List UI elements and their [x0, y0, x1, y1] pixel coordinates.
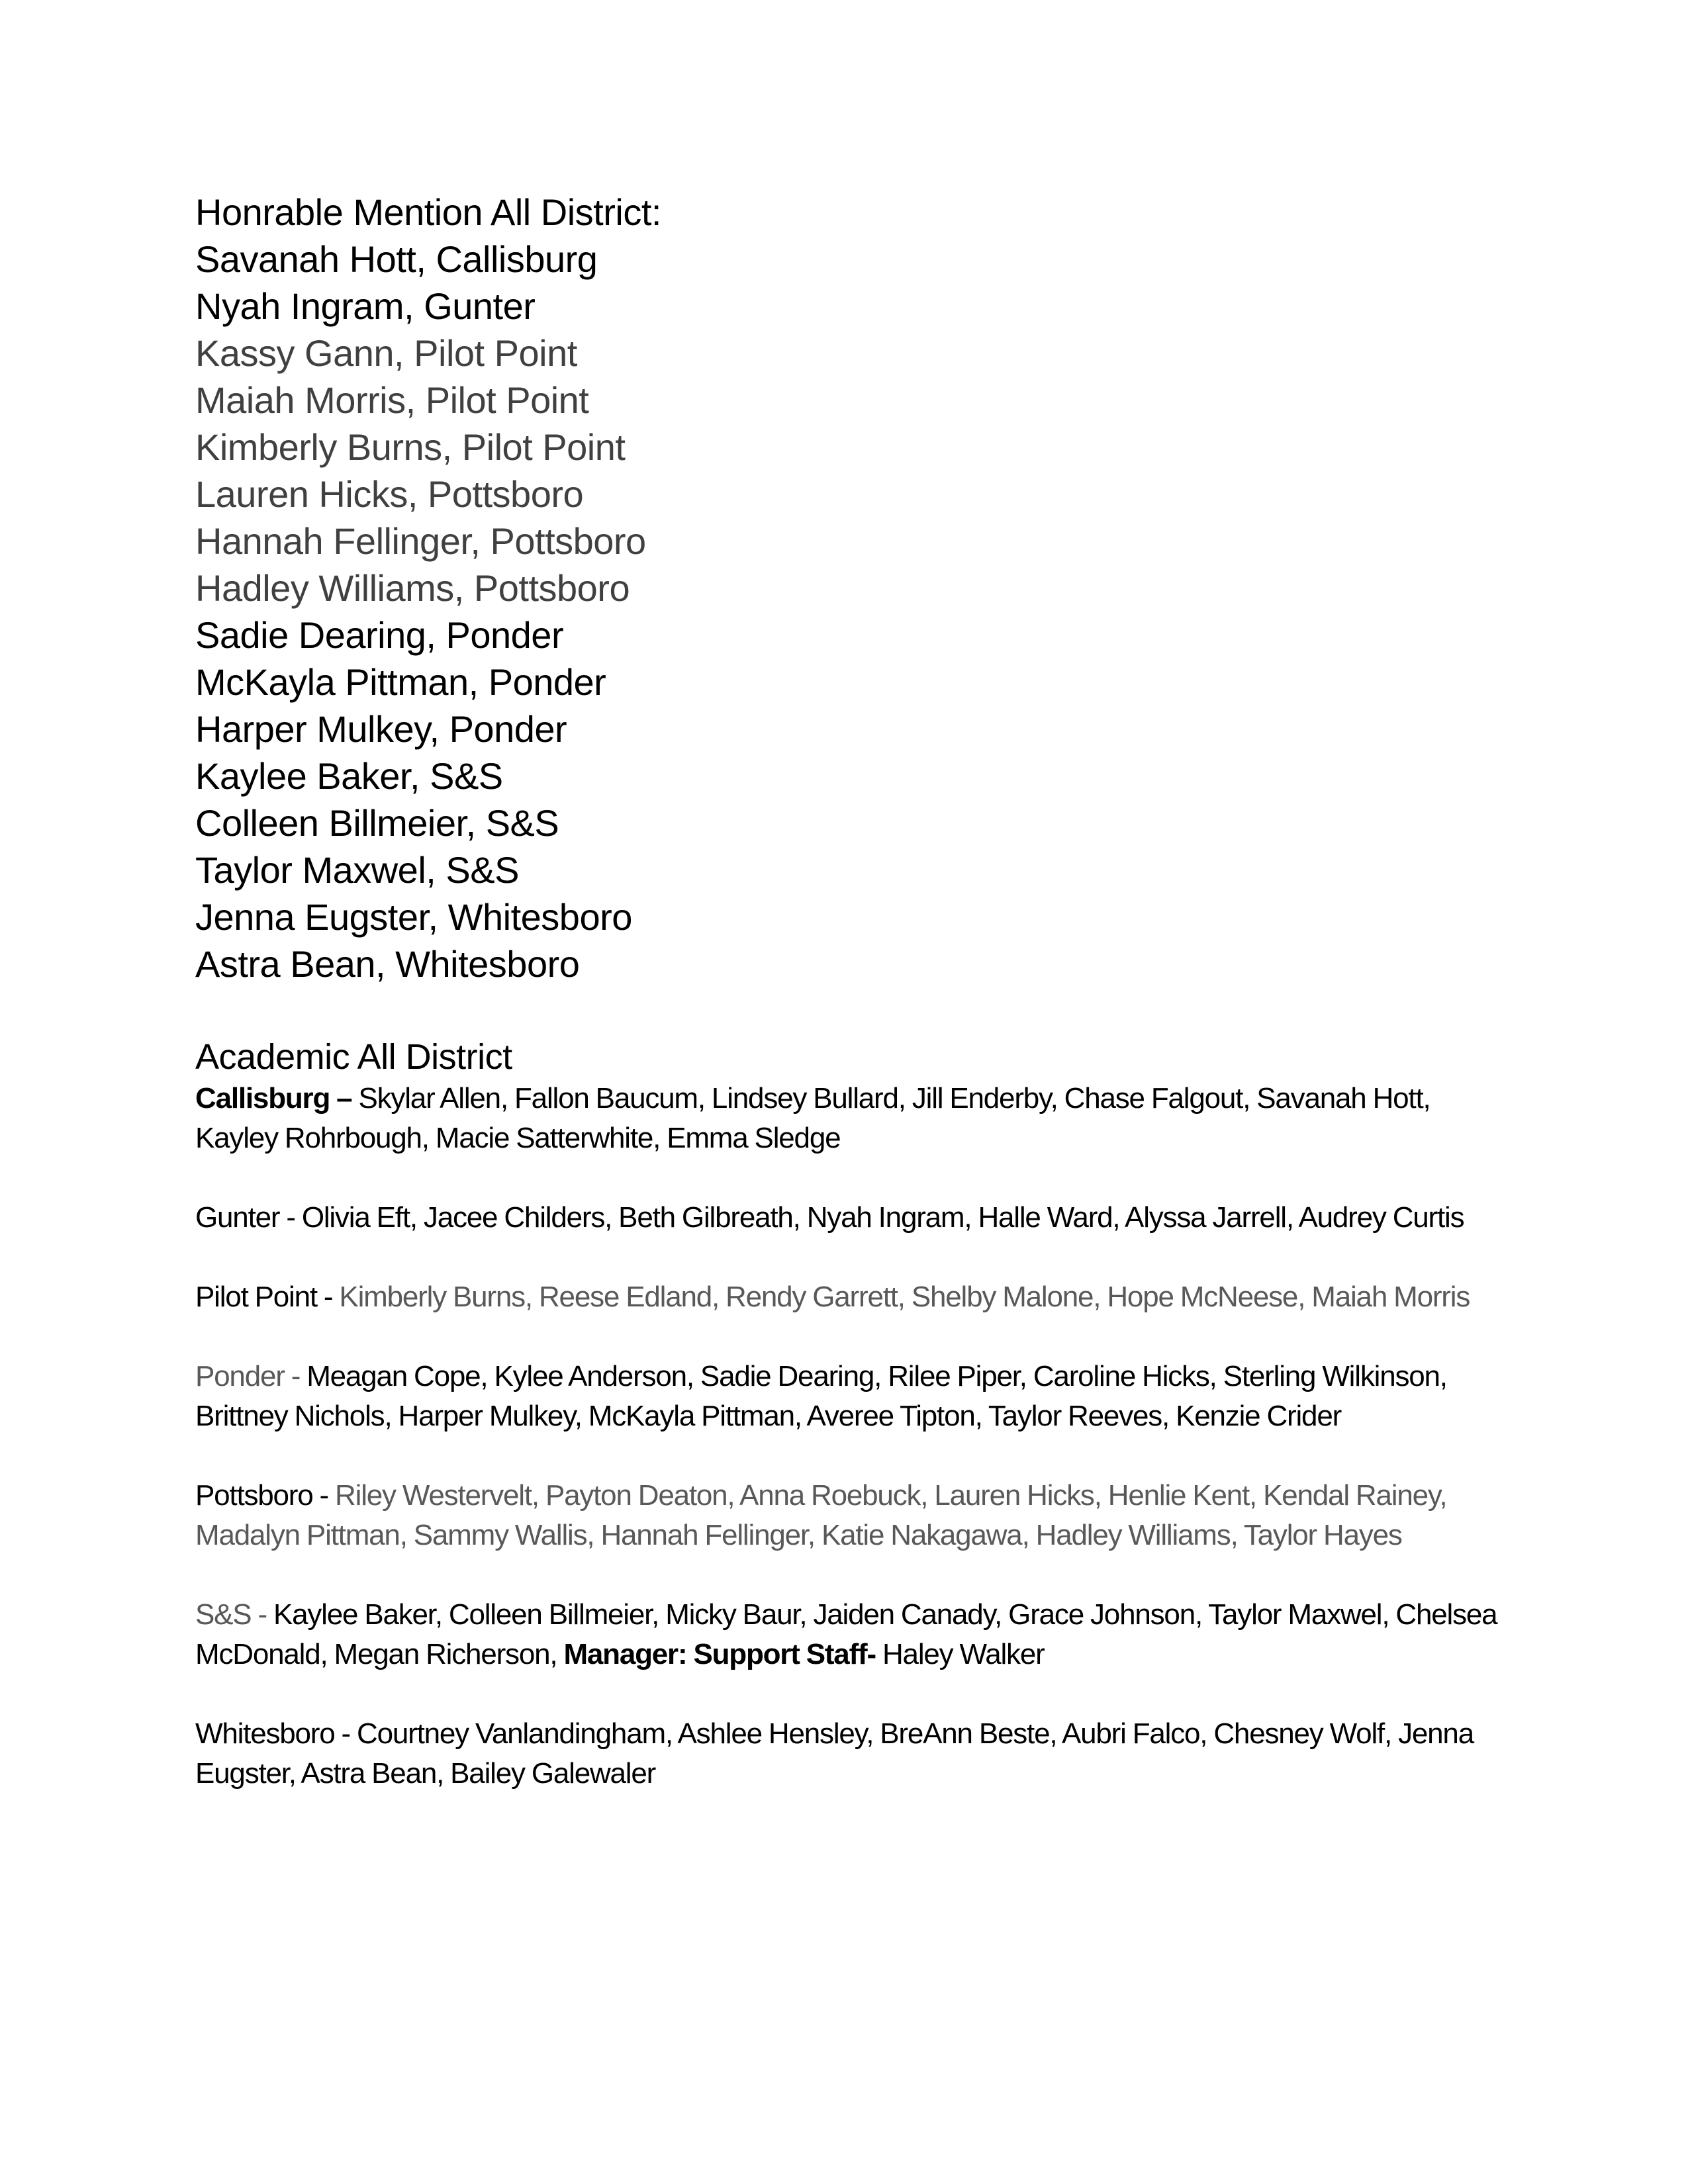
academic-all-district-title: Academic All District — [195, 1037, 512, 1077]
honorable-mention-entry: Colleen Billmeier, S&S — [195, 802, 559, 844]
text-segment: Ponder - — [195, 1360, 307, 1392]
text-segment: Skylar Allen, Fallon Baucum, Lindsey Bullard, Jill Enderby, Chase Falgout, Savanah Hott, Kayley Rohrbough, Macie Satterwhite, Emma Sledge — [195, 1082, 1430, 1154]
text-segment: Riley Westervelt, Payton Deaton, Anna Roebuck, Lauren Hicks, Henlie Kent, Kendal Rainey, Madalyn Pittman, Sammy Wallis, Hannah Fellinger, Katie Nakagawa, Hadley Williams, Taylor Hayes — [195, 1479, 1447, 1551]
academic-paragraph — [195, 1079, 1516, 1158]
academic-paragraph — [195, 1277, 1516, 1317]
honorable-mention-entry: Hannah Fellinger, Pottsboro — [195, 520, 646, 562]
academic-paragraph — [195, 1595, 1516, 1674]
honorable-mention-list — [195, 236, 1516, 987]
text-segment: Pilot Point - — [195, 1281, 340, 1313]
honorable-mention-entry: Astra Bean, Whitesboro — [195, 943, 580, 985]
academic-paragraph — [195, 1357, 1516, 1436]
honorable-mention-entry: Hadley Williams, Pottsboro — [195, 567, 630, 609]
document-content — [195, 189, 1516, 1833]
academic-paragraphs — [195, 1079, 1516, 1794]
text-segment: Gunter - Olivia Eft, Jacee Childers, Beth Gilbreath, Nyah Ingram, Halle Ward, Alyssa Jarrell, Audrey Curtis — [195, 1201, 1464, 1234]
text-segment: Callisburg – — [195, 1082, 359, 1115]
honorable-mention-entry: Savanah Hott, Callisburg — [195, 238, 598, 280]
honorable-mention-entry: Lauren Hicks, Pottsboro — [195, 473, 584, 515]
text-segment: Kimberly Burns, Reese Edland, Rendy Garrett, Shelby Malone, Hope McNeese, Maiah Morris — [339, 1281, 1470, 1313]
honorable-mention-entry: Harper Mulkey, Ponder — [195, 708, 567, 750]
text-segment: Meagan Cope, Kylee Anderson, Sadie Dearing, Rilee Piper, Caroline Hicks, Sterling Wilkinson, Brittney Nichols, Harper Mulkey, McKayla Pittman, Averee Tipton, Taylor Reeves, Kenzie Crider — [195, 1360, 1447, 1432]
text-segment: S&S - — [195, 1598, 273, 1631]
honorable-mention-entry: Taylor Maxwel, S&S — [195, 849, 519, 891]
honorable-mention-entry: Jenna Eugster, Whitesboro — [195, 896, 632, 938]
honorable-mention-entry: Nyah Ingram, Gunter — [195, 285, 536, 327]
academic-paragraph — [195, 1714, 1516, 1794]
honorable-mention-entry: Kaylee Baker, S&S — [195, 755, 503, 797]
text-segment: Manager: Support Staff- — [563, 1638, 876, 1670]
honorable-mention-entry: Maiah Morris, Pilot Point — [195, 379, 589, 421]
honorable-mention-entry: Sadie Dearing, Ponder — [195, 614, 564, 656]
honorable-mention-entry: Kassy Gann, Pilot Point — [195, 332, 577, 374]
honorable-mention-entry: Kimberly Burns, Pilot Point — [195, 426, 626, 468]
text-segment: Kaylee Baker, Colleen Billmeier, Micky Baur, Jaiden Canady, Grace Johnson, Taylor Maxwel, Chelsea McDonald, Megan Richerson, — [195, 1598, 1497, 1670]
academic-paragraph — [195, 1476, 1516, 1555]
text-segment: Whitesboro - Courtney Vanlandingham, Ashlee Hensley, BreAnn Beste, Aubri Falco, Chesney Wolf, Jenna Eugster, Astra Bean, Bailey Galewaler — [195, 1717, 1474, 1790]
honorable-mention-title: Honrable Mention All District: — [195, 191, 661, 233]
text-segment: Haley Walker — [875, 1638, 1045, 1670]
honorable-mention-entry: McKayla Pittman, Ponder — [195, 661, 606, 703]
text-segment: Pottsboro - — [195, 1479, 336, 1512]
academic-paragraph — [195, 1198, 1516, 1238]
